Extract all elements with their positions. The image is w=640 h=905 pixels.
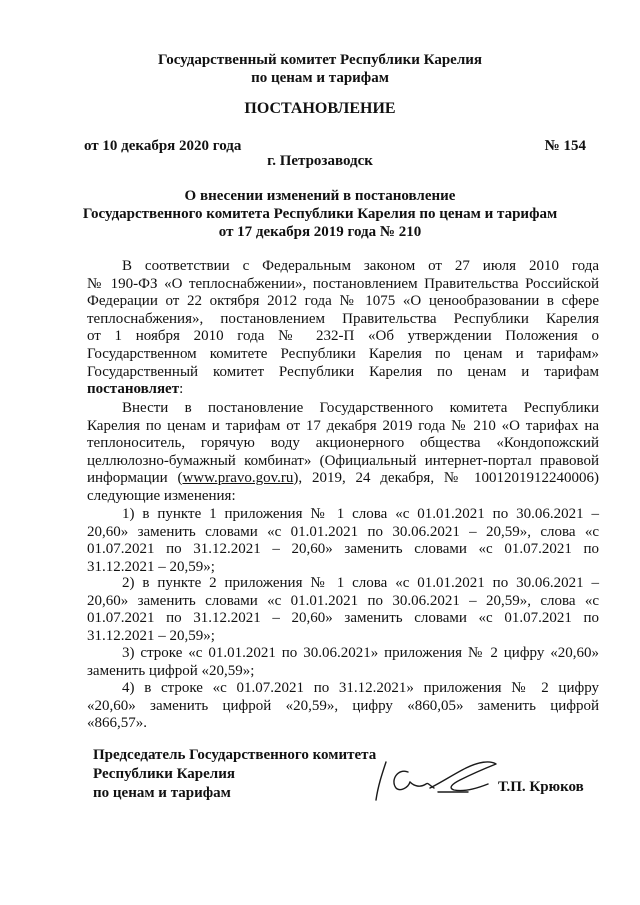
doc-number: № 154	[544, 138, 586, 154]
doc-title-line2: Государственного комитета Республики Карелия по ценам и тарифам	[82, 206, 558, 222]
item-line: 4) в строке «с 01.07.2021 по 31.12.2021» приложения № 2 цифру	[122, 680, 599, 696]
signatory-name: Т.П. Крюков	[498, 779, 584, 795]
doc-type: ПОСТАНОВЛЕНИЕ	[244, 100, 396, 117]
item-line: 31.12.2021 – 20,59»;	[87, 558, 215, 575]
intro-line-last: следующие изменения:	[87, 487, 236, 504]
intro-line: Карелия по ценам и тарифам от 17 декабря 2019 года № 210 «О тарифах на	[87, 417, 599, 434]
preamble-line: В соответствии с Федеральным законом от 27 июля 2010 года	[122, 258, 599, 274]
intro-line: целлюлозно-бумажный комбинат» (Официальный интернет-портал правовой	[87, 452, 599, 469]
intro-line: Внести в постановление Государственного комитета Республики	[122, 400, 599, 416]
list-item-4	[87, 680, 599, 733]
item-line: заменить цифрой «20,59»;	[87, 662, 255, 679]
item-line: 20,60» заменить словами «с 01.01.2021 по 30.06.2021 – 20,59», слова «с	[87, 523, 599, 540]
item-line: 3) строке «с 01.01.2021 по 30.06.2021» приложения № 2 цифру «20,60»	[122, 645, 599, 661]
signatory-title-line1: Председатель Государственного комитета	[93, 747, 377, 763]
item-line: 1) в пункте 1 приложения № 1 слова «с 01.01.2021 по 30.06.2021 –	[122, 506, 599, 522]
item-line: 01.07.2021 по 31.12.2021 – 20,60» заменить словами «с 01.07.2021 по	[87, 541, 599, 558]
org-name-line2: по ценам и тарифам	[251, 70, 389, 86]
preamble-line: Государственный комитет Республики Карелия по ценам и тарифам	[87, 363, 599, 380]
preamble-line: от 1 ноября 2010 года № 232-П «Об утверждении Положения о	[87, 328, 599, 345]
resolves-word: постановляет	[87, 381, 180, 398]
signatory-title-line3: по ценам и тарифам	[93, 785, 231, 801]
intro-line: теплоноситель, горячую воду акционерного общества «Кондопожский	[87, 435, 599, 452]
list-item-2	[87, 575, 599, 645]
item-line: 01.07.2021 по 31.12.2021 – 20,60» заменить словами «с 01.07.2021 по	[87, 610, 599, 627]
preamble-paragraph	[87, 258, 599, 399]
list-item-1	[87, 506, 599, 576]
item-line: 20,60» заменить словами «с 01.01.2021 по 30.06.2021 – 20,59», слова «с	[87, 592, 599, 609]
preamble-line: теплоснабжения», постановлением Правительства Республики Карелия	[87, 310, 599, 327]
doc-title-line3: от 17 декабря 2019 года № 210	[218, 224, 422, 240]
item-line: 31.12.2021 – 20,59»;	[87, 627, 215, 644]
org-name-line1: Государственный комитет Республики Карелия	[158, 52, 482, 68]
doc-date: от 10 декабря 2020 года	[84, 138, 242, 154]
preamble-line: Государственном комитете Республики Карелия по ценам и тарифам»	[87, 345, 599, 362]
preamble-line-last: постановляет:	[87, 381, 184, 398]
item-line: 2) в пункте 2 приложения № 1 слова «с 01.01.2021 по 30.06.2021 –	[122, 575, 599, 591]
doc-title-line1: О внесении изменений в постановление	[184, 188, 456, 204]
preamble-line: № 190-ФЗ «О теплоснабжении», постановлением Правительства Российской	[87, 275, 599, 292]
list-item-3	[87, 645, 599, 680]
pravo-link[interactable]: www.pravo.gov.ru	[182, 470, 294, 487]
signatory-title-line2: Республики Карелия	[93, 766, 235, 782]
doc-city: г. Петрозаводск	[267, 153, 373, 169]
intro-line: информации (www.pravo.gov.ru), 2019, 24 декабря, № 1001201912240006)	[87, 470, 600, 487]
item-line: «20,60» заменить цифрой «20,59», цифру «860,05» заменить цифрой	[87, 697, 599, 714]
handwritten-signature	[368, 748, 508, 808]
preamble-line: Федерации от 22 октября 2012 года № 1075 «О ценообразовании в сфере	[87, 293, 599, 310]
item-line: «866,57».	[87, 715, 147, 732]
intro-paragraph	[87, 400, 599, 506]
